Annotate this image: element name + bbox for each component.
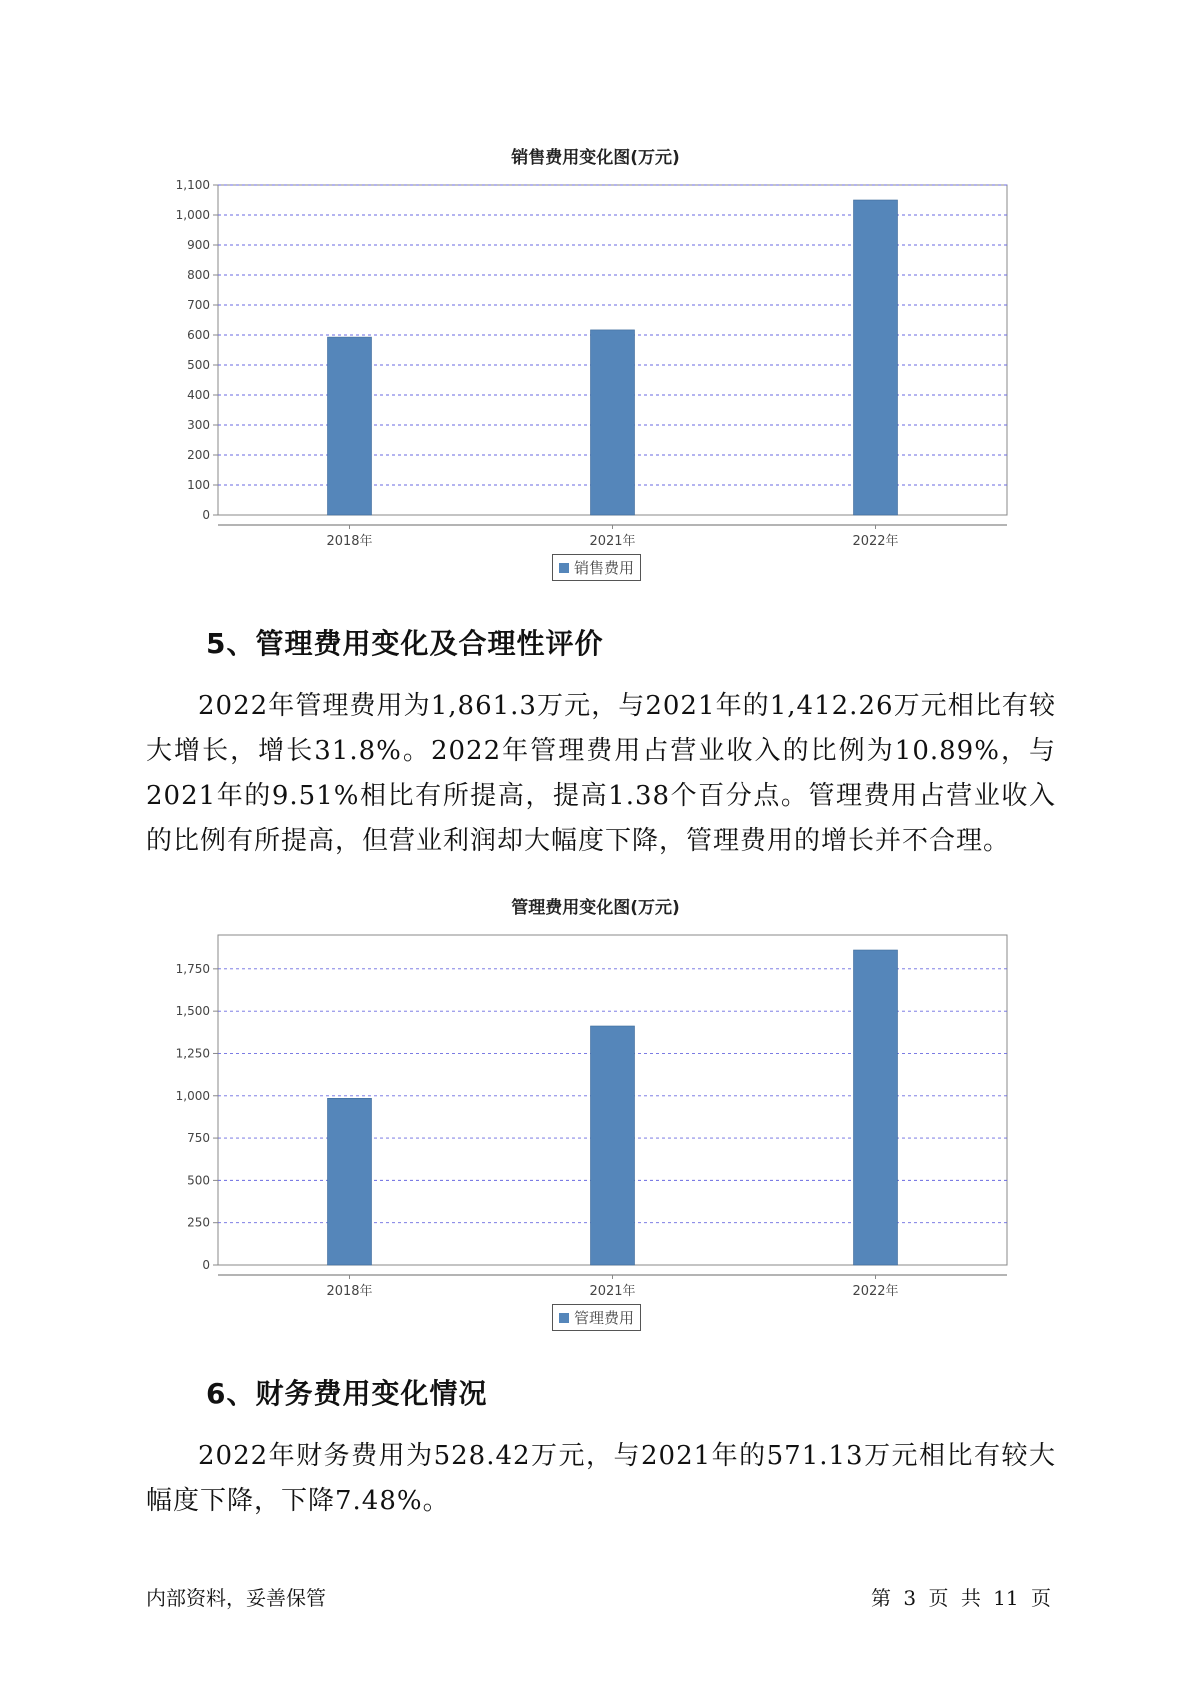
chart1-ytick-label: 300 — [187, 418, 210, 432]
chart2-ytick-label: 750 — [187, 1131, 210, 1146]
chart2-ytick-label: 500 — [187, 1173, 210, 1188]
footer-page-number: 第 3 页 共 11 页 — [871, 1586, 1051, 1610]
chart2-bar — [328, 1098, 372, 1265]
chart1-ytick-label: 800 — [187, 268, 210, 282]
chart1-ytick-label: 400 — [187, 388, 210, 402]
section5-paragraph: 2022年管理费用为1,861.3万元，与2021年的1,412.26万元相比有较大增长，增长31.8%。2022年管理费用占营业收入的比例为10.89%，与2021年的9.51%相比有所提高，提高1.38个百分点。管理费用占营业收入的比例有所提高，但营业利润却大幅度下降，管理费用的增长并不合理。 — [146, 691, 1056, 856]
chart1-title: 销售费用变化图(万元) — [511, 148, 680, 168]
chart1-ytick-label: 0 — [202, 508, 210, 522]
chart2-ytick-label: 1,750 — [175, 961, 210, 976]
footer-confidential-note: 内部资料，妥善保管 — [146, 1586, 326, 1610]
chart1-xtick-label: 2018年 — [326, 534, 373, 549]
chart1-xtick-label: 2022年 — [852, 534, 899, 549]
chart1-bar — [328, 337, 372, 515]
chart2-title: 管理费用变化图(万元) — [511, 898, 680, 918]
chart2-ytick-label: 1,500 — [175, 1004, 210, 1019]
chart1-ytick-label: 100 — [187, 478, 210, 492]
chart1-ytick-label: 500 — [187, 358, 210, 372]
chart2-ytick-label: 250 — [187, 1215, 210, 1230]
chart1-bar — [854, 200, 898, 515]
chart2-xtick-label: 2018年 — [326, 1284, 373, 1299]
legend-swatch-icon — [559, 1313, 569, 1323]
chart2-ytick-label: 1,000 — [175, 1088, 210, 1103]
chart1-legend-label: 销售费用 — [574, 559, 635, 577]
chart1-legend — [552, 554, 641, 581]
chart2-legend — [552, 1304, 641, 1331]
sales-expense-chart — [0, 165, 1191, 549]
chart1-xtick-label: 2021年 — [589, 534, 636, 549]
chart1-ytick-label: 200 — [187, 448, 210, 462]
legend-swatch-icon — [559, 563, 569, 573]
chart2-ytick-label: 1,250 — [175, 1046, 210, 1061]
chart2-ytick-label: 0 — [202, 1258, 210, 1272]
chart1-ytick-label: 700 — [187, 298, 210, 312]
chart1-ytick-label: 1,100 — [175, 178, 210, 192]
chart2-bar — [854, 950, 898, 1265]
chart1-ytick-label: 900 — [187, 238, 210, 252]
section5-heading: 5、管理费用变化及合理性评价 — [206, 627, 604, 660]
chart2-legend-label: 管理费用 — [574, 1309, 635, 1327]
chart2-xtick-label: 2021年 — [589, 1284, 636, 1299]
chart1-bar — [591, 330, 635, 515]
chart2-bar — [591, 1026, 635, 1265]
admin-expense-chart — [0, 915, 1191, 1299]
chart1-ytick-label: 1,000 — [175, 208, 210, 222]
chart2-xtick-label: 2022年 — [852, 1284, 899, 1299]
section6-paragraph: 2022年财务费用为528.42万元，与2021年的571.13万元相比有较大幅度下降，下降7.48%。 — [146, 1441, 1056, 1516]
section6-heading: 6、财务费用变化情况 — [206, 1377, 488, 1410]
chart1-ytick-label: 600 — [187, 328, 210, 342]
